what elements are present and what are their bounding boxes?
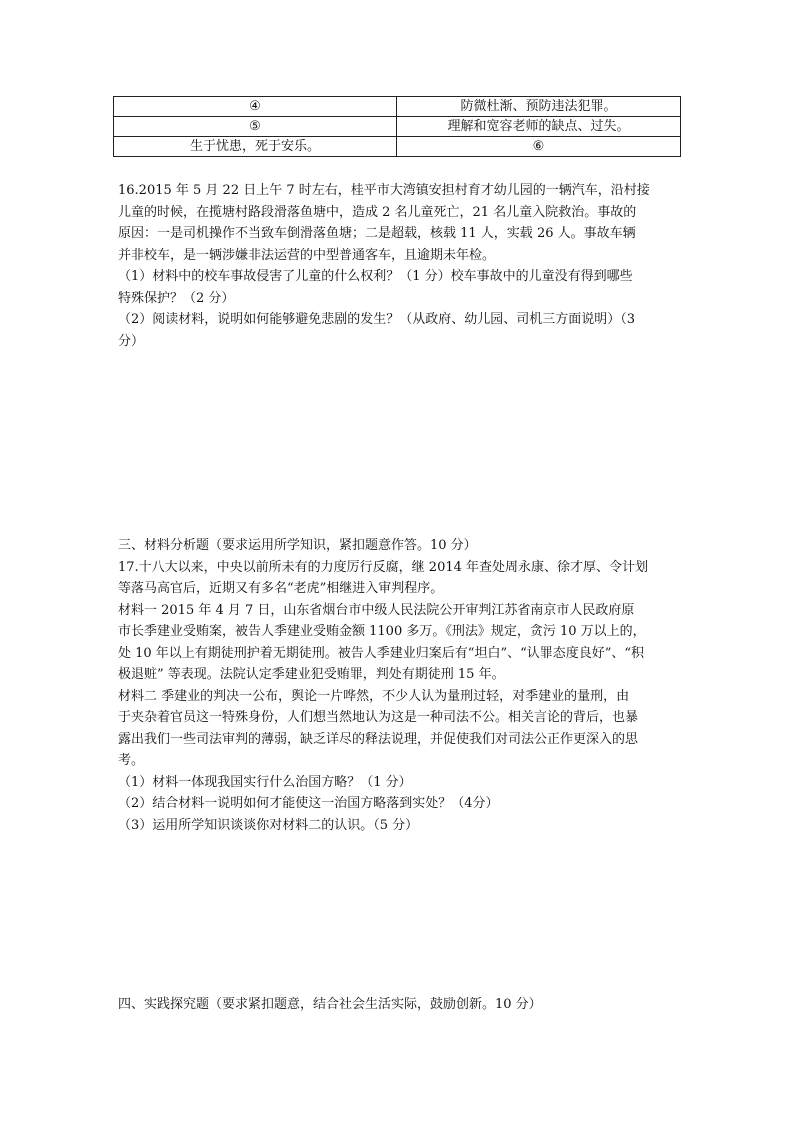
- table-row: [114, 117, 681, 137]
- q16-line: 16.2015 年 5 月 22 日上午 7 时左右，桂平市大湾镇安担村育才幼儿园的一辆汽车，沿村接: [118, 183, 650, 198]
- section-4: [118, 994, 680, 1016]
- material-2-line: 考。: [118, 753, 145, 768]
- table-cell: ⑥: [397, 137, 681, 157]
- q16-sub2: 分）: [118, 333, 145, 349]
- material-2-line: 材料二 季建业的判决一公布，舆论一片哗然，不少人认为量刑过轻，对季建业的量刑，由: [118, 688, 630, 704]
- q16-sub1: 特殊保护？（2 分）: [118, 290, 235, 306]
- material-2-line: 露出我们一些司法审判的薄弱，缺乏详尽的释法说理，并促使我们对司法公正作更深入的思: [118, 731, 639, 747]
- material-2-line: 于夹杂着官员这一特殊身份，人们想当然地认为这是一种司法不公。相关言论的背后，也暴: [118, 710, 639, 725]
- q16-line: 儿童的时候，在揽塘村路段滑落鱼塘中，造成 2 名儿童死亡，21 名儿童入院救治。事故的: [118, 204, 637, 220]
- q17-line: 17.十八大以来，中央以前所未有的力度厉行反腐，继 2014 年查处周永康、徐才厚、令计划: [118, 559, 649, 575]
- table-cell: 生于忧患，死于安乐。: [114, 137, 397, 157]
- q17-sub1: （1）材料一体现我国实行什么治国方略？（1 分）: [118, 774, 412, 790]
- material-1-line: 材料一 2015 年 4 月 7 日，山东省烟台市中级人民法院公开审判江苏省南京市人民政府原: [118, 602, 635, 618]
- table-cell: 防微杜渐、预防违法犯罪。: [397, 97, 681, 117]
- q17-line: 等落马高官后，近期又有多名“老虎”相继进入审判程序。: [118, 581, 444, 596]
- section-3-heading: 三、材料分析题（要求运用所学知识，紧扣题意作答。10 分）: [118, 538, 477, 553]
- table-cell: ⑤: [114, 117, 397, 137]
- answer-table: [113, 96, 681, 157]
- table-row: [114, 97, 681, 117]
- table-row: [114, 137, 681, 157]
- table-cell: 理解和宽容老师的缺点、过失。: [397, 117, 681, 137]
- table-cell: ④: [114, 97, 397, 117]
- q16-line: 原因：一是司机操作不当致车倒滑落鱼塘；二是超载，核载 11 人，实载 26 人。事故车辆: [118, 226, 636, 241]
- q16-line: 并非校车，是一辆涉嫌非法运营的中型普通客车，且逾期未年检。: [118, 247, 496, 263]
- material-1-line: 处 10 年以上有期徒刑护着无期徒刑。被告人季建业归案后有“坦白”、“认罪态度良好”、“积: [118, 645, 645, 661]
- material-1-line: 极退赃” 等表现。法院认定季建业犯受贿罪，判处有期徒刑 15 年。: [118, 667, 505, 682]
- q17-sub2: （2）结合材料一说明如何才能使这一治国方略落到实处？（4分）: [118, 796, 499, 811]
- section-3: [118, 535, 680, 836]
- material-1-line: 市长季建业受贿案，被告人季建业受贿金额 1100 多万。《刑法》规定，贪污 10 万以上的，: [118, 624, 646, 639]
- q16-sub1: （1）材料中的校车事故侵害了儿童的什么权利？（1 分）校车事故中的儿童没有得到哪些: [118, 269, 633, 284]
- section-4-heading: 四、实践探究题（要求紧扣题意，结合社会生活实际，鼓励创新。10 分）: [118, 997, 542, 1012]
- q17-sub3: （3）运用所学知识谈谈你对材料二的认识。（5 分）: [118, 817, 419, 833]
- q16-sub2: （2）阅读材料，说明如何能够避免悲剧的发生？（从政府、幼儿园、司机三方面说明）（3: [118, 312, 636, 327]
- question-16: [118, 180, 680, 352]
